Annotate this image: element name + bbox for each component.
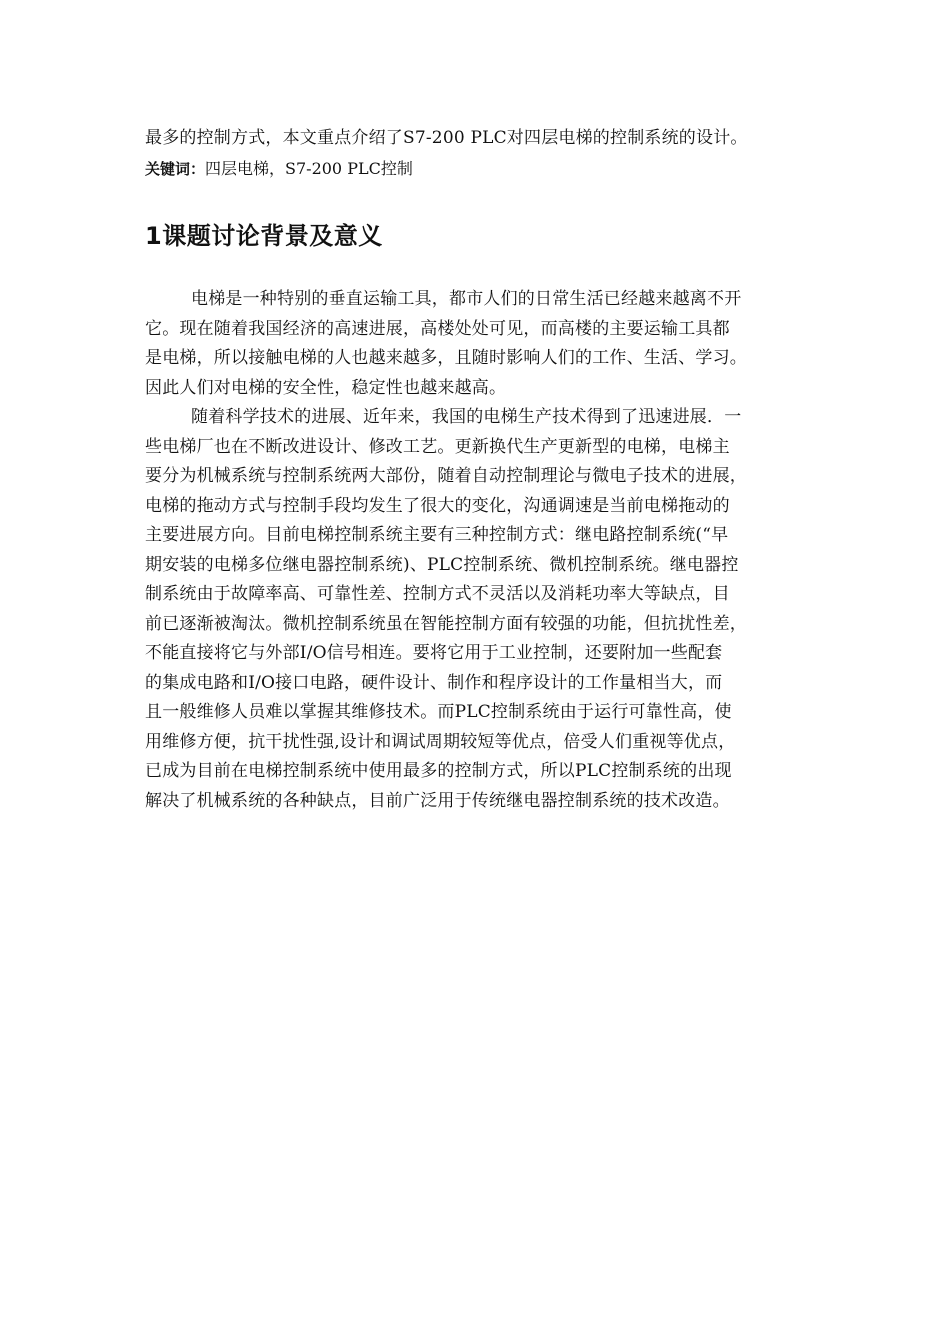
paragraph-line: 的集成电路和I/O接口电路，硬件设计、制作和程序设计的工作量相当大，而 [145,672,723,693]
paragraph-1 [145,285,825,403]
paragraph-line: 制系统由于故障率高、可靠性差、控制方式不灵活以及消耗功率大等缺点，目 [145,584,730,604]
paragraph-line: 是电梯，所以接触电梯的人也越来越多，且随时影响人们的工作、生活、学习。 [145,348,747,368]
paragraph-line: 期安装的电梯多位继电器控制系统)、PLC控制系统、微机控制系统。继电器控 [145,554,739,575]
paragraph-line: 前已逐渐被淘汰。微机控制系统虽在智能控制方面有较强的功能，但抗扰性差， [145,613,747,634]
paragraph-line: 不能直接将它与外部I/O信号相连。要将它用于工业控制，还要附加一些配套 [145,643,723,663]
paragraph-line: 因此人们对电梯的安全性，稳定性也越来越高。 [145,377,507,398]
paragraph-line: 解决了机械系统的各种缺点，目前广泛用于传统继电器控制系统的技术改造。 [145,790,730,811]
paragraph-line: 电梯是一种特别的垂直运输工具，都市人们的日常生活已经越来越离不开 [191,289,742,309]
paragraph-line: 随着科学技术的进展、近年来，我国的电梯生产技术得到了迅速进展．一 [191,407,742,427]
keywords-text: 四层电梯，S7-200 PLC控制 [205,159,413,178]
paragraph-line: 主要进展方向。目前电梯控制系统主要有三种控制方式：继电路控制系统(“早 [145,525,729,545]
paragraph-line: 些电梯厂也在不断改进设计、修改工艺。更新换代生产更新型的电梯，电梯主 [145,436,730,457]
keywords-line [145,154,825,184]
paragraph-line: 要分为机械系统与控制系统两大部份，随着自动控制理论与微电子技术的进展， [145,466,747,486]
page-content [145,124,825,816]
paragraph-line: 且一般维修人员难以掌握其维修技术。而PLC控制系统由于运行可靠性高，使 [145,702,732,722]
section-heading: 1课题讨论背景及意义 [145,222,383,250]
paragraph-line: 已成为目前在电梯控制系统中使用最多的控制方式，所以PLC控制系统的出现 [145,761,732,781]
paragraph-2 [145,403,825,816]
paragraph-line: 它。现在随着我国经济的高速进展，高楼处处可见，而高楼的主要运输工具都 [145,318,730,339]
keywords-label: 关键词： [145,160,206,178]
intro-line: 最多的控制方式，本文重点介绍了S7-200 PLC对四层电梯的控制系统的设计。 [145,128,748,148]
paragraph-line: 电梯的拖动方式与控制手段均发生了很大的变化，沟通调速是当前电梯拖动的 [145,495,730,516]
paragraph-line: 用维修方便，抗干扰性强,设计和调试周期较短等优点，倍受人们重视等优点， [145,731,736,752]
